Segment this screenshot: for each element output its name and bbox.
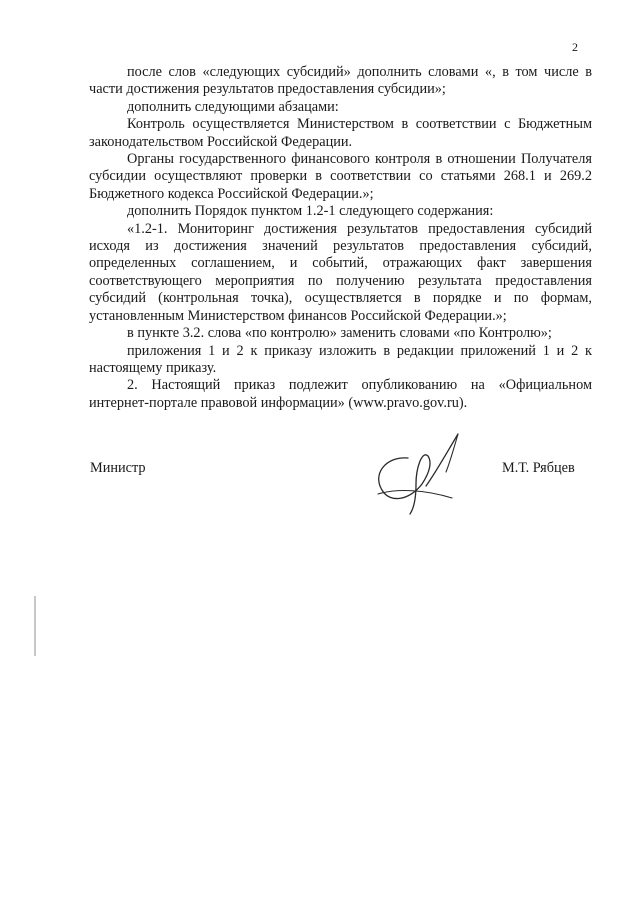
paragraph-7: в пункте 3.2. слова «по контролю» заменить словами «по Контролю»; [127, 325, 552, 342]
paragraph-3: Контроль осуществляется Министерством в соответствии с Бюджетным законодательством Российской Федерации. [89, 116, 592, 150]
paragraph-9: 2. Настоящий приказ подлежит опубликованию на «Официальном интернет-портале правовой информации» (www.pravo.gov.ru). [89, 377, 592, 411]
paragraph-1: после слов «следующих субсидий» дополнить словами «, в том числе в части достижения результатов предоставления субсидии»; [89, 64, 592, 98]
handwritten-signature [368, 428, 468, 520]
paragraph-4: Органы государственного финансового контроля в отношении Получателя субсидии осуществляют проверки в соответствии со статьями 268.1 и 269.2 Бюджетного кодекса Российской Федерации.»; [89, 151, 592, 202]
scan-edge-mark [34, 596, 36, 656]
signatory-title: Министр [90, 460, 146, 476]
paragraph-6: «1.2-1. Мониторинг достижения результатов предоставления субсидий исходя из достижения значений результатов предоставления субсидий, определенных соглашением, и событий, отражающих факт завершения соответствующего мероприятия по получению результата предоставления субсидий (контрольная точка), осуществляется в порядке и по формам, установленным Министерством финансов Российской Федерации.»; [89, 220, 592, 324]
document-body [89, 64, 592, 412]
paragraph-2: дополнить следующими абзацами: [127, 98, 339, 115]
paragraph-5: дополнить Порядок пунктом 1.2-1 следующего содержания: [127, 203, 494, 220]
signatory-name: М.Т. Рябцев [502, 460, 575, 476]
page-number: 2 [572, 40, 578, 54]
paragraph-8: приложения 1 и 2 к приказу изложить в редакции приложений 1 и 2 к настоящему приказу. [89, 342, 592, 376]
